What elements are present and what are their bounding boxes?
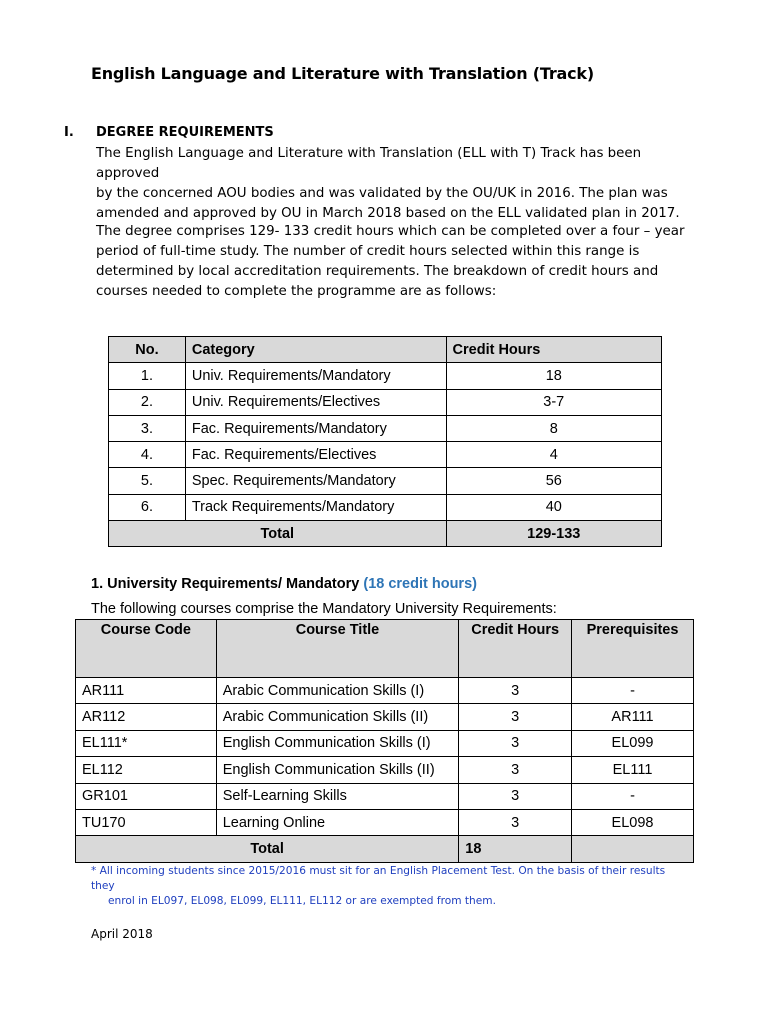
cell-credit-hours: 3	[459, 809, 572, 835]
paragraph-line: courses needed to complete the programme are as follows:	[96, 284, 497, 299]
total-empty-cell	[572, 836, 694, 862]
placement-test-footnote	[91, 864, 691, 909]
table-row	[76, 783, 694, 809]
cell-category: Univ. Requirements/Electives	[185, 389, 446, 415]
heading-text: 1. University Requirements/ Mandatory	[91, 576, 360, 592]
cell-credit-hours: 8	[446, 415, 661, 441]
cell-course-title: Arabic Communication Skills (I)	[216, 678, 459, 704]
paragraph-line: amended and approved by OU in March 2018 based on the ELL validated plan in 2017.	[96, 206, 680, 221]
cell-category: Spec. Requirements/Mandatory	[185, 468, 446, 494]
col-header-prerequisites: Prerequisites	[572, 620, 694, 678]
univ-courses-table	[75, 619, 694, 863]
table-row	[76, 704, 694, 730]
table-row	[76, 809, 694, 835]
cell-course-code: TU170	[76, 809, 217, 835]
cell-no: 1.	[109, 363, 186, 389]
cell-credit-hours: 3	[459, 730, 572, 756]
cell-no: 5.	[109, 468, 186, 494]
table-row	[109, 468, 662, 494]
paragraph-line: period of full-time study. The number of credit hours selected within this range is	[96, 244, 640, 259]
paragraph-line: The degree comprises 129- 133 credit hours which can be completed over a four – year	[96, 224, 685, 239]
col-header-course-code: Course Code	[76, 620, 217, 678]
cell-course-code: EL112	[76, 757, 217, 783]
cell-course-title: Self-Learning Skills	[216, 783, 459, 809]
total-label: Total	[109, 521, 447, 547]
col-header-no: No.	[109, 337, 186, 363]
cell-course-title: English Communication Skills (I)	[216, 730, 459, 756]
cell-prerequisites: -	[572, 783, 694, 809]
table-header-row	[109, 337, 662, 363]
cell-prerequisites: -	[572, 678, 694, 704]
col-header-course-title: Course Title	[216, 620, 459, 678]
cell-credit-hours: 3	[459, 757, 572, 783]
cell-category: Track Requirements/Mandatory	[185, 494, 446, 520]
table-header-row	[76, 620, 694, 678]
cell-credit-hours: 3	[459, 678, 572, 704]
cell-credit-hours: 3	[459, 704, 572, 730]
approval-paragraph	[96, 144, 696, 224]
table-row	[76, 730, 694, 756]
footnote-line: * All incoming students since 2015/2016 must sit for an English Placement Test. On the basis of their results they	[91, 865, 666, 892]
cell-prerequisites: EL111	[572, 757, 694, 783]
cell-course-code: EL111*	[76, 730, 217, 756]
table-total-row	[76, 836, 694, 862]
cell-category: Fac. Requirements/Electives	[185, 442, 446, 468]
table-row	[109, 442, 662, 468]
table-row	[109, 389, 662, 415]
cell-prerequisites: AR111	[572, 704, 694, 730]
col-header-credit-hours: Credit Hours	[446, 337, 661, 363]
table-row	[76, 678, 694, 704]
paragraph-line: by the concerned AOU bodies and was validated by the OU/UK in 2016. The plan was	[96, 186, 668, 201]
cell-no: 3.	[109, 415, 186, 441]
footnote-line: enrol in EL097, EL098, EL099, EL111, EL112 or are exempted from them.	[108, 895, 496, 907]
cell-category: Fac. Requirements/Mandatory	[185, 415, 446, 441]
credit-paragraph	[96, 222, 696, 302]
cell-credit-hours: 3-7	[446, 389, 661, 415]
cell-credit-hours: 4	[446, 442, 661, 468]
total-value: 129-133	[446, 521, 661, 547]
credit-hours-highlight: (18 credit hours)	[363, 576, 477, 592]
univ-requirements-intro: The following courses comprise the Mandatory University Requirements:	[91, 601, 557, 617]
cell-course-title: English Communication Skills (II)	[216, 757, 459, 783]
cell-no: 2.	[109, 389, 186, 415]
document-title: English Language and Literature with Translation (Track)	[91, 64, 594, 83]
section-heading: DEGREE REQUIREMENTS	[96, 125, 274, 140]
cell-course-code: AR112	[76, 704, 217, 730]
cell-prerequisites: EL098	[572, 809, 694, 835]
total-value: 18	[459, 836, 572, 862]
table-total-row	[109, 521, 662, 547]
cell-category: Univ. Requirements/Mandatory	[185, 363, 446, 389]
cell-credit-hours: 40	[446, 494, 661, 520]
univ-requirements-heading	[91, 576, 477, 592]
cell-course-code: GR101	[76, 783, 217, 809]
paragraph-line: determined by local accreditation requirements. The breakdown of credit hours and	[96, 264, 659, 279]
cell-credit-hours: 3	[459, 783, 572, 809]
table-row	[109, 494, 662, 520]
cell-course-code: AR111	[76, 678, 217, 704]
col-header-category: Category	[185, 337, 446, 363]
credit-summary-table	[108, 336, 662, 547]
cell-course-title: Learning Online	[216, 809, 459, 835]
cell-course-title: Arabic Communication Skills (II)	[216, 704, 459, 730]
cell-no: 4.	[109, 442, 186, 468]
cell-credit-hours: 18	[446, 363, 661, 389]
section-number: I.	[64, 125, 74, 140]
cell-credit-hours: 56	[446, 468, 661, 494]
total-label: Total	[76, 836, 459, 862]
table-row	[76, 757, 694, 783]
table-row	[109, 363, 662, 389]
table-row	[109, 415, 662, 441]
cell-no: 6.	[109, 494, 186, 520]
paragraph-line: The English Language and Literature with Translation (ELL with T) Track has been approved	[96, 146, 642, 181]
page-footer-date: April 2018	[91, 927, 153, 941]
col-header-credit-hours: Credit Hours	[459, 620, 572, 678]
cell-prerequisites: EL099	[572, 730, 694, 756]
